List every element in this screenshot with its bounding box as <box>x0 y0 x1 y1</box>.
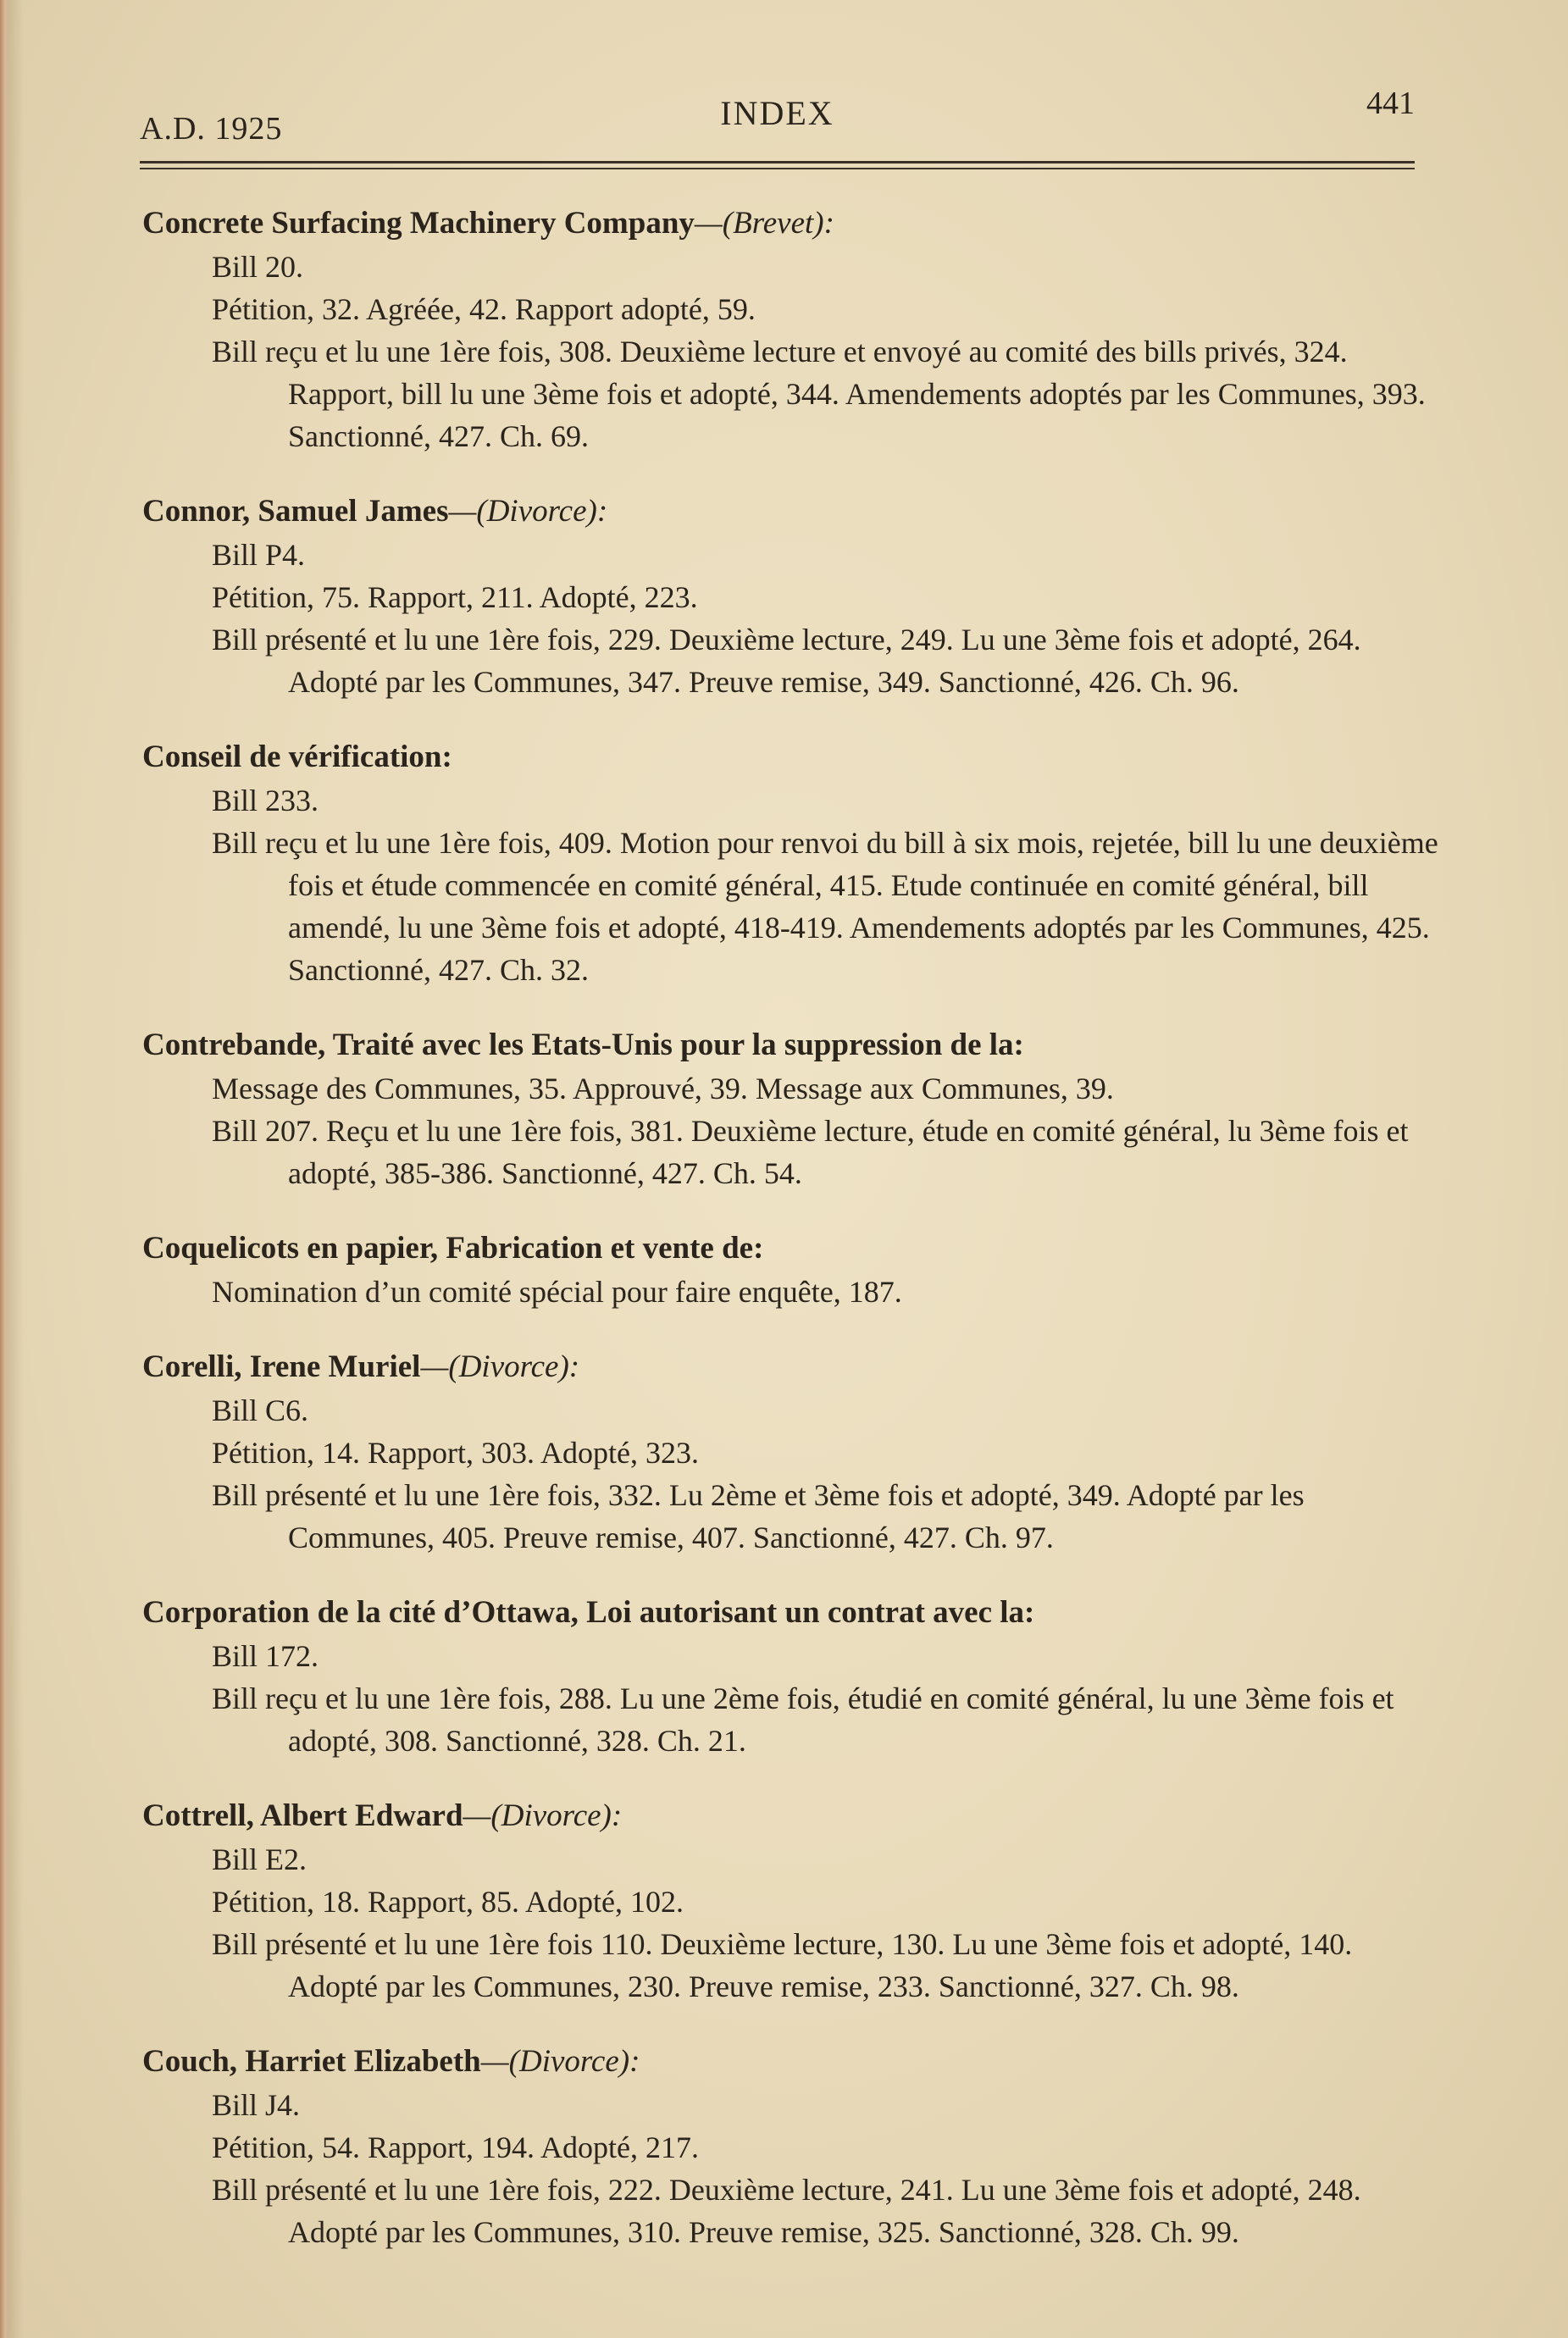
entry-line: Bill 233. <box>212 784 319 817</box>
entry-heading <box>142 1227 1438 1271</box>
entry-name: Conseil de vérification: <box>142 740 452 774</box>
entry-line: Bill 207. Reçu et lu une 1ère fois, 381. Deuxième lecture, étude en comité général, lu 3ème fois et adopté, 385-386. Sanctionné, 427. Ch. 54. <box>212 1114 1409 1190</box>
entry-line: Pétition, 75. Rapport, 211. Adopté, 223. <box>212 580 698 614</box>
entry-name: Corelli, Irene Muriel <box>142 1349 421 1384</box>
entry-heading <box>142 1023 1438 1067</box>
header-year: A.D. 1925 <box>140 111 283 147</box>
entry-heading <box>142 490 1438 534</box>
entry-qualifier: —(Divorce): <box>480 2044 640 2079</box>
entry-heading <box>142 735 1438 779</box>
entry-qualifier: —(Brevet): <box>694 206 834 241</box>
entry-line: Bill reçu et lu une 1ère fois, 308. Deuxième lecture et envoyé au comité des bills privés, 324. Rapport, bill lu une 3ème fois et adopté, 344. Amendements adoptés par les Communes, 393. Sanctionné, 427. Ch. 69. <box>212 335 1426 453</box>
entry-line: Bill reçu et lu une 1ère fois, 409. Motion pour renvoi du bill à six mois, rejetée, bill lu une deuxième fois et étude commencée en comité général, 415. Etude continuée en comité général, bill amendé, lu une 3ème fois et adopté, 418-419. Amendements adoptés par les Communes, 425. Sanctionné, 427. Ch. 32. <box>212 826 1438 987</box>
entry-qualifier: —(Divorce): <box>463 1798 623 1833</box>
index-entry <box>142 1794 1438 2008</box>
entry-line: Bill C6. <box>212 1393 309 1427</box>
index-entry <box>142 1023 1438 1194</box>
entry-line: Bill présenté et lu une 1ère fois, 229. Deuxième lecture, 249. Lu une 3ème fois et adopté, 264. Adopté par les Communes, 347. Preuve remise, 349. Sanctionné, 426. Ch. 96. <box>212 623 1361 699</box>
entry-line: Bill reçu et lu une 1ère fois, 288. Lu une 2ème fois, étudié en comité général, lu une 3ème fois et adopté, 308. Sanctionné, 328. Ch. 21. <box>212 1681 1394 1758</box>
entry-name: Coquelicots en papier, Fabrication et vente de: <box>142 1231 764 1266</box>
index-entry <box>142 735 1438 991</box>
entry-line: Bill 20. <box>212 250 304 284</box>
index-entry <box>142 1227 1438 1313</box>
entry-qualifier: —(Divorce): <box>448 494 608 529</box>
entry-line: Bill E2. <box>212 1842 308 1876</box>
entry-heading <box>142 1591 1438 1635</box>
page-edge <box>0 0 8 2338</box>
index-entry <box>142 1591 1438 1762</box>
entry-name: Contrebande, Traité avec les Etats-Unis pour la suppression de la: <box>142 1028 1024 1062</box>
entry-line: Bill P4. <box>212 538 306 572</box>
header-title: INDEX <box>720 94 834 132</box>
entry-heading <box>142 2040 1438 2084</box>
index-entry <box>142 202 1438 457</box>
entry-line: Bill présenté et lu une 1ère fois 110. Deuxième lecture, 130. Lu une 3ème fois et adopté, 140. Adopté par les Communes, 230. Preuve remise, 233. Sanctionné, 327. Ch. 98. <box>212 1927 1353 2003</box>
entry-name: Cottrell, Albert Edward <box>142 1798 463 1833</box>
entry-heading <box>142 202 1438 246</box>
page-number: 441 <box>1366 86 1415 121</box>
index-entry <box>142 2040 1438 2253</box>
entry-line: Bill présenté et lu une 1ère fois, 222. Deuxième lecture, 241. Lu une 3ème fois et adopté, 248. Adopté par les Communes, 310. Preuve remise, 325. Sanctionné, 328. Ch. 99. <box>212 2173 1361 2249</box>
index-entry <box>142 490 1438 703</box>
entry-heading <box>142 1794 1438 1838</box>
entry-line: Pétition, 32. Agréée, 42. Rapport adopté, 59. <box>212 292 756 326</box>
index-entry <box>142 1345 1438 1559</box>
entry-name: Concrete Surfacing Machinery Company <box>142 206 695 241</box>
entry-heading <box>142 1345 1438 1389</box>
entry-line: Bill J4. <box>212 2088 301 2122</box>
entry-line: Pétition, 18. Rapport, 85. Adopté, 102. <box>212 1885 684 1919</box>
entry-name: Connor, Samuel James <box>142 494 449 529</box>
index-entries <box>142 202 1438 2269</box>
running-header <box>140 85 1415 152</box>
header-double-rule <box>140 161 1415 173</box>
entry-name: Corporation de la cité d’Ottawa, Loi autorisant un contrat avec la: <box>142 1595 1035 1630</box>
entry-line: Pétition, 54. Rapport, 194. Adopté, 217. <box>212 2130 699 2164</box>
entry-line: Bill présenté et lu une 1ère fois, 332. Lu 2ème et 3ème fois et adopté, 349. Adopté par les Communes, 405. Preuve remise, 407. Sanctionné, 427. Ch. 97. <box>212 1478 1305 1554</box>
entry-qualifier: —(Divorce): <box>420 1349 580 1384</box>
entry-line: Message des Communes, 35. Approuvé, 39. Message aux Communes, 39. <box>212 1072 1114 1105</box>
entry-name: Couch, Harriet Elizabeth <box>142 2044 481 2079</box>
entry-line: Nomination d’un comité spécial pour faire enquête, 187. <box>212 1275 902 1309</box>
entry-line: Pétition, 14. Rapport, 303. Adopté, 323. <box>212 1436 699 1470</box>
entry-line: Bill 172. <box>212 1639 319 1673</box>
